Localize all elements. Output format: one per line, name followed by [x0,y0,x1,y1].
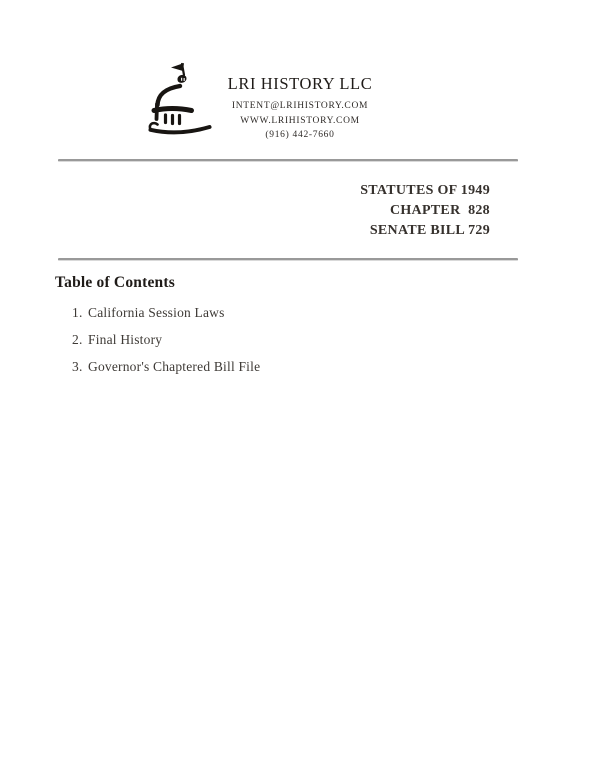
divider-top [58,159,518,162]
website-text: WWW.LRIHISTORY.COM [240,115,360,126]
email-text: INTENT@LRIHISTORY.COM [231,101,369,111]
toc-item [72,360,472,374]
toc-item-label: California Session Laws [88,305,225,320]
toc-item [72,333,472,347]
toc-item-number: 2. [72,332,83,347]
toc-item [72,306,472,320]
letterhead [190,74,410,143]
toc-item-number: 1. [72,305,83,320]
toc-item-label: Governor's Chaptered Bill File [88,359,261,374]
statutes-line: STATUTES OF 1949 [360,183,490,198]
phone-text: (916) 442-7660 [265,130,335,140]
divider-middle [58,258,518,261]
company-name: LRI HISTORY LLC [227,74,373,93]
senate-bill-line: SENATE BILL 729 [369,223,490,238]
toc-item-number: 3. [72,359,83,374]
toc-item-label: Final History [88,332,163,347]
toc-list [72,306,472,387]
chapter-line: CHAPTER 828 [389,203,490,218]
toc-title: Table of Contents [55,274,175,291]
statute-reference-block [360,181,490,241]
